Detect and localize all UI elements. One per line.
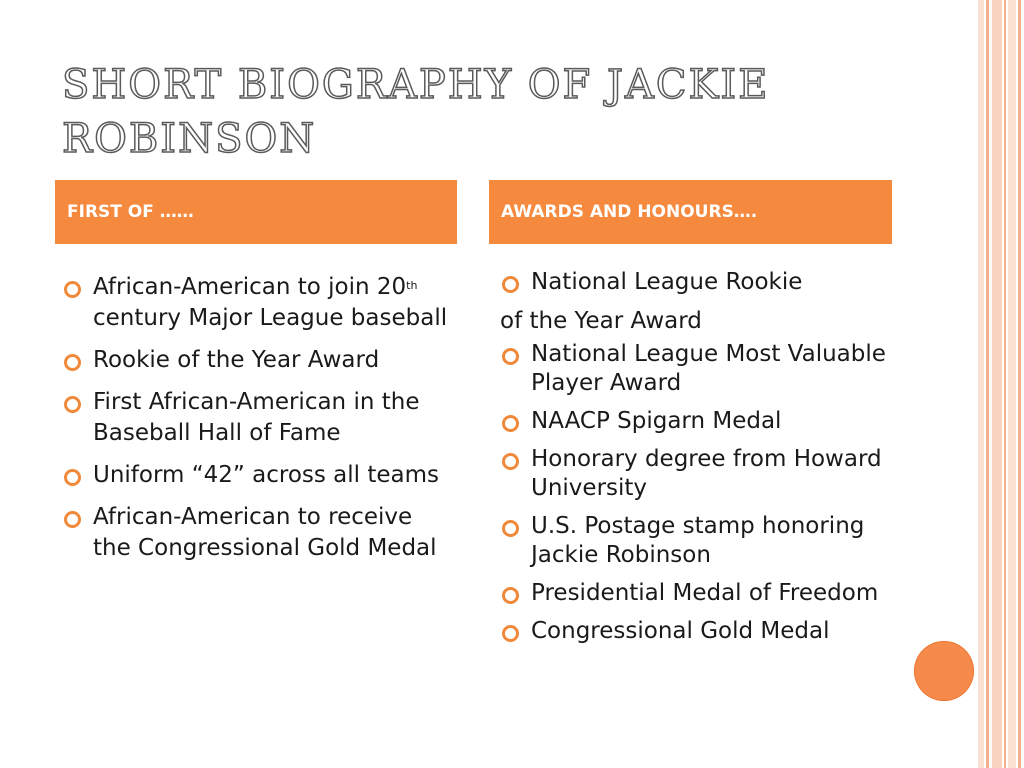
list-item: National League Rookie of the Year Award bbox=[500, 268, 900, 336]
awards-list bbox=[500, 268, 900, 655]
right-column-header: AWARDS AND HONOURS…. bbox=[489, 180, 892, 244]
list-item: Congressional Gold Medal bbox=[500, 617, 900, 646]
left-column-header: FIRST OF …… bbox=[55, 180, 457, 244]
list-item: First African-American in the Baseball Hall of Fame bbox=[62, 387, 457, 449]
right-decorative-stripes bbox=[978, 0, 1024, 768]
hollow-circle-bullet-icon bbox=[64, 281, 81, 298]
hollow-circle-bullet-icon bbox=[502, 415, 519, 432]
list-item: Rookie of the Year Award bbox=[62, 345, 457, 376]
slide-title bbox=[62, 58, 822, 166]
list-item: Uniform “42” across all teams bbox=[62, 460, 457, 491]
list-item: African-American to join 20th century Major League baseball bbox=[62, 272, 457, 334]
hollow-circle-bullet-icon bbox=[502, 276, 519, 293]
list-item: NAACP Spigarn Medal bbox=[500, 407, 900, 436]
list-item: Presidential Medal of Freedom bbox=[500, 579, 900, 608]
hollow-circle-bullet-icon bbox=[64, 469, 81, 486]
title-line-1: SHORT BIOGRAPHY OF JACKIE bbox=[62, 62, 770, 108]
hollow-circle-bullet-icon bbox=[64, 354, 81, 371]
hollow-circle-bullet-icon bbox=[502, 625, 519, 642]
hollow-circle-bullet-icon bbox=[502, 587, 519, 604]
list-item: African-American to receive the Congressional Gold Medal bbox=[62, 502, 457, 564]
list-item: National League Most Valuable Player Award bbox=[500, 340, 900, 398]
hollow-circle-bullet-icon bbox=[502, 520, 519, 537]
list-item: U.S. Postage stamp honoring Jackie Robinson bbox=[500, 512, 900, 570]
orange-circle-icon bbox=[914, 641, 974, 701]
first-of-list bbox=[62, 272, 457, 575]
continuation-line: of the Year Award bbox=[500, 308, 702, 334]
hollow-circle-bullet-icon bbox=[502, 348, 519, 365]
title-line-2: ROBINSON bbox=[62, 116, 317, 162]
hollow-circle-bullet-icon bbox=[502, 453, 519, 470]
hollow-circle-bullet-icon bbox=[64, 396, 81, 413]
list-item: Honorary degree from Howard University bbox=[500, 445, 900, 503]
hollow-circle-bullet-icon bbox=[64, 511, 81, 528]
